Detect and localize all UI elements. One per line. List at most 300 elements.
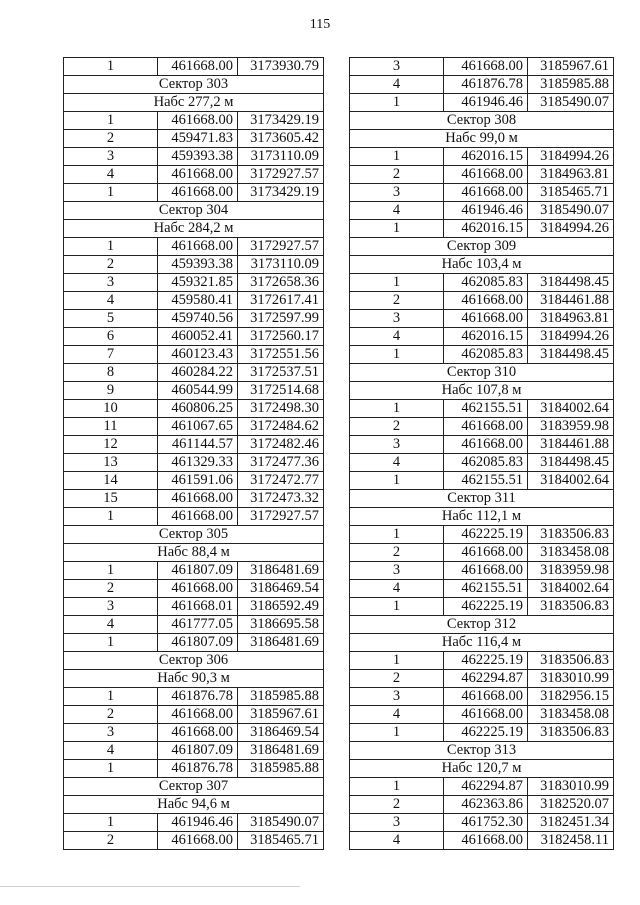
y-coordinate-cell: 3184002.64 [528, 400, 614, 418]
point-number-cell: 2 [350, 166, 444, 184]
x-coordinate-cell: 461946.46 [158, 814, 238, 832]
x-coordinate-cell: 461946.46 [444, 94, 528, 112]
coordinate-row [64, 148, 324, 166]
x-coordinate-cell: 461777.05 [158, 616, 238, 634]
coordinate-row [64, 472, 324, 490]
sector-header-cell: Набс 103,4 м [350, 256, 614, 274]
x-coordinate-cell: 461668.00 [158, 166, 238, 184]
sector-header-cell: Сектор 309 [350, 238, 614, 256]
y-coordinate-cell: 3185967.61 [238, 706, 324, 724]
x-coordinate-cell: 462155.51 [444, 400, 528, 418]
coordinate-row [350, 598, 614, 616]
point-number-cell: 3 [64, 274, 158, 292]
point-number-cell: 1 [350, 724, 444, 742]
point-number-cell: 5 [64, 310, 158, 328]
y-coordinate-cell: 3183010.99 [528, 670, 614, 688]
x-coordinate-cell: 461668.00 [158, 706, 238, 724]
y-coordinate-cell: 3182451.34 [528, 814, 614, 832]
y-coordinate-cell: 3183959.98 [528, 562, 614, 580]
y-coordinate-cell: 3172560.17 [238, 328, 324, 346]
x-coordinate-cell: 460544.99 [158, 382, 238, 400]
coordinate-row [350, 472, 614, 490]
y-coordinate-cell: 3172498.30 [238, 400, 324, 418]
y-coordinate-cell: 3183010.99 [528, 778, 614, 796]
point-number-cell: 1 [350, 274, 444, 292]
sector-header-row [64, 796, 324, 814]
coordinate-row [64, 562, 324, 580]
y-coordinate-cell: 3172477.36 [238, 454, 324, 472]
x-coordinate-cell: 460284.22 [158, 364, 238, 382]
point-number-cell: 2 [350, 418, 444, 436]
x-coordinate-cell: 459393.38 [158, 256, 238, 274]
coordinate-row [64, 724, 324, 742]
coordinate-row [350, 562, 614, 580]
coordinate-row [64, 166, 324, 184]
y-coordinate-cell: 3184498.45 [528, 454, 614, 472]
coordinate-row [64, 706, 324, 724]
coordinate-row [350, 220, 614, 238]
coordinate-row [350, 58, 614, 76]
point-number-cell: 13 [64, 454, 158, 472]
coordinate-row [350, 526, 614, 544]
x-coordinate-cell: 461668.00 [158, 490, 238, 508]
sector-header-cell: Сектор 312 [350, 616, 614, 634]
y-coordinate-cell: 3183506.83 [528, 724, 614, 742]
sector-header-row [350, 760, 614, 778]
y-coordinate-cell: 3182520.07 [528, 796, 614, 814]
coordinate-row [64, 418, 324, 436]
x-coordinate-cell: 462225.19 [444, 526, 528, 544]
point-number-cell: 1 [350, 526, 444, 544]
coordinate-row [350, 814, 614, 832]
point-number-cell: 1 [64, 688, 158, 706]
x-coordinate-cell: 461668.00 [444, 832, 528, 850]
y-coordinate-cell: 3185985.88 [238, 760, 324, 778]
coordinate-row [64, 490, 324, 508]
x-coordinate-cell: 461752.30 [444, 814, 528, 832]
sector-header-row [64, 670, 324, 688]
y-coordinate-cell: 3183959.98 [528, 418, 614, 436]
sector-header-row [350, 616, 614, 634]
point-number-cell: 4 [350, 706, 444, 724]
point-number-cell: 1 [350, 598, 444, 616]
x-coordinate-cell: 461668.00 [158, 58, 238, 76]
point-number-cell: 2 [350, 292, 444, 310]
point-number-cell: 3 [350, 436, 444, 454]
x-coordinate-cell: 462016.15 [444, 148, 528, 166]
coordinates-table-left [63, 57, 324, 850]
coordinate-row [64, 814, 324, 832]
coordinate-row [64, 688, 324, 706]
y-coordinate-cell: 3182956.15 [528, 688, 614, 706]
x-coordinate-cell: 461668.01 [158, 598, 238, 616]
x-coordinate-cell: 462363.86 [444, 796, 528, 814]
coordinate-row [350, 418, 614, 436]
point-number-cell: 3 [64, 598, 158, 616]
x-coordinate-cell: 460052.41 [158, 328, 238, 346]
y-coordinate-cell: 3185985.88 [238, 688, 324, 706]
point-number-cell: 3 [350, 814, 444, 832]
x-coordinate-cell: 461668.00 [158, 184, 238, 202]
sector-header-row [350, 490, 614, 508]
sector-header-row [64, 544, 324, 562]
point-number-cell: 3 [350, 184, 444, 202]
sector-header-row [350, 634, 614, 652]
y-coordinate-cell: 3184498.45 [528, 346, 614, 364]
sector-header-cell: Сектор 310 [350, 364, 614, 382]
x-coordinate-cell: 461668.00 [158, 238, 238, 256]
point-number-cell: 4 [350, 202, 444, 220]
sector-header-cell: Набс 99,0 м [350, 130, 614, 148]
y-coordinate-cell: 3172484.62 [238, 418, 324, 436]
x-coordinate-cell: 462085.83 [444, 454, 528, 472]
y-coordinate-cell: 3184461.88 [528, 292, 614, 310]
sector-header-cell: Сектор 306 [64, 652, 324, 670]
point-number-cell: 8 [64, 364, 158, 382]
coordinate-row [350, 184, 614, 202]
x-coordinate-cell: 461668.00 [158, 724, 238, 742]
coordinate-row [350, 310, 614, 328]
y-coordinate-cell: 3172658.36 [238, 274, 324, 292]
point-number-cell: 4 [350, 832, 444, 850]
point-number-cell: 4 [350, 328, 444, 346]
point-number-cell: 4 [64, 616, 158, 634]
sector-header-cell: Сектор 307 [64, 778, 324, 796]
x-coordinate-cell: 461668.00 [444, 310, 528, 328]
sector-header-row [350, 742, 614, 760]
coordinate-row [64, 634, 324, 652]
y-coordinate-cell: 3172927.57 [238, 166, 324, 184]
coordinate-row [64, 364, 324, 382]
coordinate-row [350, 544, 614, 562]
point-number-cell: 3 [350, 562, 444, 580]
coordinate-row [350, 328, 614, 346]
y-coordinate-cell: 3173110.09 [238, 256, 324, 274]
y-coordinate-cell: 3186481.69 [238, 742, 324, 760]
y-coordinate-cell: 3184994.26 [528, 148, 614, 166]
point-number-cell: 1 [64, 508, 158, 526]
point-number-cell: 4 [64, 742, 158, 760]
sector-header-cell: Набс 284,2 м [64, 220, 324, 238]
point-number-cell: 1 [64, 634, 158, 652]
sector-header-row [64, 778, 324, 796]
x-coordinate-cell: 461807.09 [158, 562, 238, 580]
y-coordinate-cell: 3184963.81 [528, 166, 614, 184]
point-number-cell: 11 [64, 418, 158, 436]
coordinate-row [64, 742, 324, 760]
point-number-cell: 3 [350, 310, 444, 328]
sector-header-cell: Набс 94,6 м [64, 796, 324, 814]
y-coordinate-cell: 3184994.26 [528, 328, 614, 346]
y-coordinate-cell: 3172482.46 [238, 436, 324, 454]
x-coordinate-cell: 462016.15 [444, 328, 528, 346]
point-number-cell: 1 [64, 238, 158, 256]
coordinate-row [64, 346, 324, 364]
coordinate-row [64, 454, 324, 472]
point-number-cell: 1 [64, 562, 158, 580]
x-coordinate-cell: 461668.00 [444, 166, 528, 184]
coordinate-row [350, 148, 614, 166]
sector-header-row [350, 508, 614, 526]
y-coordinate-cell: 3185985.88 [528, 76, 614, 94]
sector-header-row [64, 220, 324, 238]
sector-header-cell: Сектор 305 [64, 526, 324, 544]
x-coordinate-cell: 459580.41 [158, 292, 238, 310]
y-coordinate-cell: 3172927.57 [238, 238, 324, 256]
sector-header-cell: Сектор 303 [64, 76, 324, 94]
y-coordinate-cell: 3185465.71 [238, 832, 324, 850]
coordinate-row [64, 112, 324, 130]
x-coordinate-cell: 461876.78 [158, 760, 238, 778]
point-number-cell: 3 [64, 148, 158, 166]
point-number-cell: 15 [64, 490, 158, 508]
sector-header-cell: Набс 112,1 м [350, 508, 614, 526]
y-coordinate-cell: 3184498.45 [528, 274, 614, 292]
y-coordinate-cell: 3185967.61 [528, 58, 614, 76]
coordinate-row [64, 130, 324, 148]
x-coordinate-cell: 461329.33 [158, 454, 238, 472]
y-coordinate-cell: 3172551.56 [238, 346, 324, 364]
x-coordinate-cell: 459393.38 [158, 148, 238, 166]
sector-header-cell: Набс 277,2 м [64, 94, 324, 112]
coordinate-row [350, 274, 614, 292]
coordinate-row [64, 292, 324, 310]
y-coordinate-cell: 3173605.42 [238, 130, 324, 148]
y-coordinate-cell: 3173110.09 [238, 148, 324, 166]
y-coordinate-cell: 3184461.88 [528, 436, 614, 454]
point-number-cell: 1 [350, 148, 444, 166]
point-number-cell: 1 [350, 94, 444, 112]
coordinate-row [64, 184, 324, 202]
x-coordinate-cell: 461668.00 [158, 580, 238, 598]
y-coordinate-cell: 3172514.68 [238, 382, 324, 400]
y-coordinate-cell: 3184002.64 [528, 580, 614, 598]
coordinate-row [350, 346, 614, 364]
coordinate-row [350, 796, 614, 814]
x-coordinate-cell: 462225.19 [444, 724, 528, 742]
sector-header-cell: Набс 120,7 м [350, 760, 614, 778]
point-number-cell: 1 [64, 760, 158, 778]
coordinate-row [64, 436, 324, 454]
y-coordinate-cell: 3173930.79 [238, 58, 324, 76]
point-number-cell: 9 [64, 382, 158, 400]
point-number-cell: 1 [64, 184, 158, 202]
coordinate-row [350, 436, 614, 454]
coordinate-row [64, 760, 324, 778]
y-coordinate-cell: 3184963.81 [528, 310, 614, 328]
y-coordinate-cell: 3183458.08 [528, 544, 614, 562]
coordinate-row [350, 94, 614, 112]
x-coordinate-cell: 462294.87 [444, 778, 528, 796]
coordinate-row [350, 202, 614, 220]
coordinate-row [350, 76, 614, 94]
point-number-cell: 2 [64, 580, 158, 598]
x-coordinate-cell: 461876.78 [158, 688, 238, 706]
y-coordinate-cell: 3186469.54 [238, 724, 324, 742]
coordinate-row [64, 274, 324, 292]
y-coordinate-cell: 3172472.77 [238, 472, 324, 490]
point-number-cell: 1 [64, 814, 158, 832]
x-coordinate-cell: 461668.00 [444, 562, 528, 580]
coordinate-row [350, 706, 614, 724]
y-coordinate-cell: 3172473.32 [238, 490, 324, 508]
y-coordinate-cell: 3173429.19 [238, 184, 324, 202]
y-coordinate-cell: 3186695.58 [238, 616, 324, 634]
coordinate-row [64, 328, 324, 346]
coordinate-row [64, 256, 324, 274]
y-coordinate-cell: 3186469.54 [238, 580, 324, 598]
x-coordinate-cell: 461668.00 [444, 706, 528, 724]
sector-header-cell: Сектор 311 [350, 490, 614, 508]
coordinate-row [64, 238, 324, 256]
coordinate-row [64, 580, 324, 598]
sector-header-cell: Сектор 313 [350, 742, 614, 760]
point-number-cell: 4 [350, 580, 444, 598]
coordinate-row [350, 400, 614, 418]
y-coordinate-cell: 3186481.69 [238, 562, 324, 580]
sector-header-row [350, 256, 614, 274]
point-number-cell: 7 [64, 346, 158, 364]
y-coordinate-cell: 3185490.07 [238, 814, 324, 832]
point-number-cell: 2 [64, 706, 158, 724]
point-number-cell: 3 [350, 58, 444, 76]
footer-rule [0, 886, 300, 887]
x-coordinate-cell: 459471.83 [158, 130, 238, 148]
point-number-cell: 1 [64, 112, 158, 130]
point-number-cell: 1 [350, 778, 444, 796]
sector-header-row [350, 112, 614, 130]
point-number-cell: 2 [64, 832, 158, 850]
point-number-cell: 6 [64, 328, 158, 346]
x-coordinate-cell: 461144.57 [158, 436, 238, 454]
x-coordinate-cell: 461876.78 [444, 76, 528, 94]
x-coordinate-cell: 462155.51 [444, 472, 528, 490]
y-coordinate-cell: 3172927.57 [238, 508, 324, 526]
x-coordinate-cell: 461668.00 [444, 58, 528, 76]
x-coordinate-cell: 462294.87 [444, 670, 528, 688]
coordinate-row [350, 778, 614, 796]
y-coordinate-cell: 3172617.41 [238, 292, 324, 310]
table-body-left [64, 58, 324, 850]
point-number-cell: 2 [350, 544, 444, 562]
y-coordinate-cell: 3172597.99 [238, 310, 324, 328]
y-coordinate-cell: 3186592.49 [238, 598, 324, 616]
x-coordinate-cell: 461807.09 [158, 634, 238, 652]
coordinate-row [64, 598, 324, 616]
y-coordinate-cell: 3183506.83 [528, 526, 614, 544]
coordinate-row [64, 310, 324, 328]
coordinate-row [350, 454, 614, 472]
coordinate-row [64, 508, 324, 526]
y-coordinate-cell: 3184994.26 [528, 220, 614, 238]
y-coordinate-cell: 3183506.83 [528, 598, 614, 616]
coordinate-row [64, 382, 324, 400]
coordinate-row [350, 670, 614, 688]
coordinate-row [350, 832, 614, 850]
x-coordinate-cell: 459321.85 [158, 274, 238, 292]
point-number-cell: 4 [64, 292, 158, 310]
x-coordinate-cell: 462225.19 [444, 652, 528, 670]
coordinate-row [64, 58, 324, 76]
y-coordinate-cell: 3172537.51 [238, 364, 324, 382]
point-number-cell: 2 [350, 796, 444, 814]
y-coordinate-cell: 3185465.71 [528, 184, 614, 202]
point-number-cell: 10 [64, 400, 158, 418]
sector-header-cell: Набс 116,4 м [350, 634, 614, 652]
sector-header-cell: Сектор 308 [350, 112, 614, 130]
sector-header-cell: Сектор 304 [64, 202, 324, 220]
page-number: 115 [309, 17, 331, 32]
point-number-cell: 1 [350, 346, 444, 364]
sector-header-row [350, 364, 614, 382]
point-number-cell: 1 [350, 400, 444, 418]
x-coordinate-cell: 461668.00 [444, 436, 528, 454]
sector-header-row [64, 526, 324, 544]
coordinate-row [350, 724, 614, 742]
sector-header-cell: Набс 88,4 м [64, 544, 324, 562]
sector-header-cell: Набс 107,8 м [350, 382, 614, 400]
x-coordinate-cell: 460806.25 [158, 400, 238, 418]
x-coordinate-cell: 461668.00 [444, 292, 528, 310]
x-coordinate-cell: 461668.00 [444, 184, 528, 202]
point-number-cell: 2 [64, 130, 158, 148]
point-number-cell: 4 [350, 454, 444, 472]
point-number-cell: 12 [64, 436, 158, 454]
x-coordinate-cell: 461668.00 [444, 418, 528, 436]
y-coordinate-cell: 3183506.83 [528, 652, 614, 670]
coordinate-row [64, 832, 324, 850]
x-coordinate-cell: 459740.56 [158, 310, 238, 328]
point-number-cell: 3 [350, 688, 444, 706]
y-coordinate-cell: 3183458.08 [528, 706, 614, 724]
sector-header-row [64, 652, 324, 670]
point-number-cell: 1 [350, 472, 444, 490]
x-coordinate-cell: 461668.00 [444, 544, 528, 562]
x-coordinate-cell: 461946.46 [444, 202, 528, 220]
point-number-cell: 2 [350, 670, 444, 688]
x-coordinate-cell: 462085.83 [444, 274, 528, 292]
point-number-cell: 4 [350, 76, 444, 94]
y-coordinate-cell: 3185490.07 [528, 202, 614, 220]
point-number-cell: 1 [64, 58, 158, 76]
coordinate-row [64, 400, 324, 418]
y-coordinate-cell: 3182458.11 [528, 832, 614, 850]
x-coordinate-cell: 462085.83 [444, 346, 528, 364]
sector-header-row [64, 76, 324, 94]
sector-header-row [350, 130, 614, 148]
coordinates-table-right [349, 57, 614, 850]
y-coordinate-cell: 3185490.07 [528, 94, 614, 112]
coordinate-row [350, 580, 614, 598]
x-coordinate-cell: 462016.15 [444, 220, 528, 238]
x-coordinate-cell: 462225.19 [444, 598, 528, 616]
sector-header-row [350, 382, 614, 400]
coordinate-row [350, 688, 614, 706]
x-coordinate-cell: 461668.00 [158, 112, 238, 130]
x-coordinate-cell: 461668.00 [158, 832, 238, 850]
x-coordinate-cell: 461668.00 [444, 688, 528, 706]
sector-header-row [350, 238, 614, 256]
coordinate-row [350, 652, 614, 670]
coordinate-row [350, 292, 614, 310]
x-coordinate-cell: 462155.51 [444, 580, 528, 598]
x-coordinate-cell: 461807.09 [158, 742, 238, 760]
coordinate-row [64, 616, 324, 634]
point-number-cell: 1 [350, 220, 444, 238]
point-number-cell: 3 [64, 724, 158, 742]
x-coordinate-cell: 461668.00 [158, 508, 238, 526]
sector-header-row [64, 94, 324, 112]
